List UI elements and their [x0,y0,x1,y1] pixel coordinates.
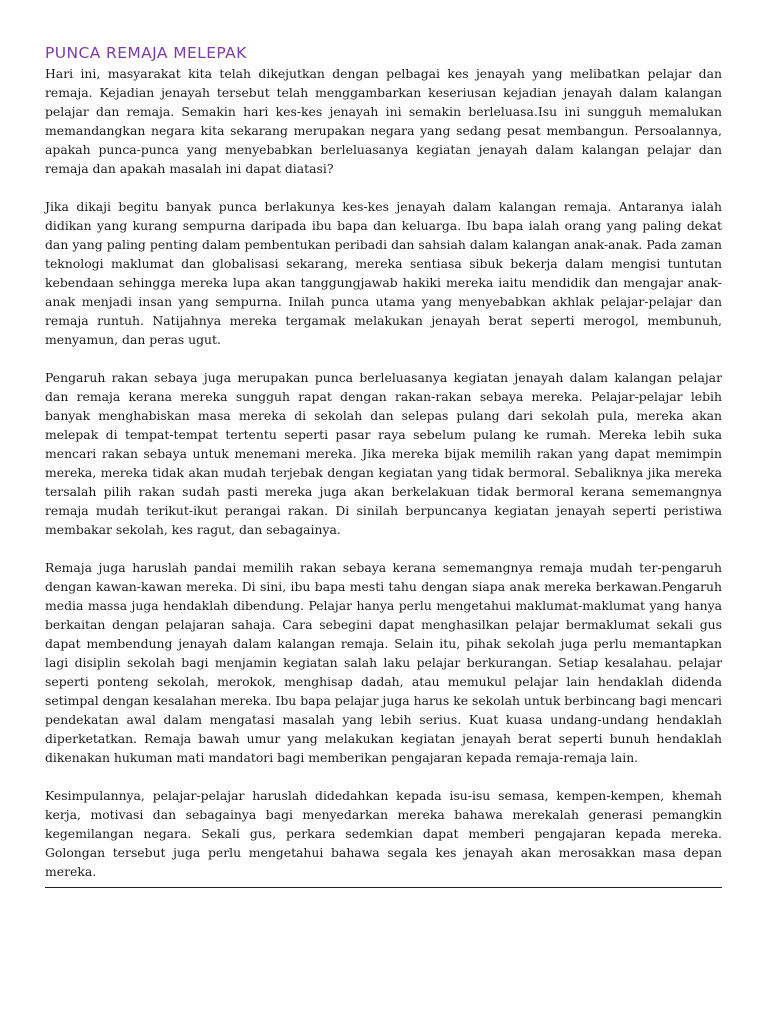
document-page [45,44,722,888]
paragraph-solutions: Remaja juga haruslah pandai memilih rakan sebaya kerana sememangnya remaja mudah ter-pengaruh dengan kawan-kawan mereka. Di sini, ibu bapa mesti tahu dengan siapa anak mereka berkawan.Pengaruh media massa juga hendaklah dibendung. Pelajar hanya perlu mengetahui maklumat-maklumat yang hanya berkaitan dengan pelajaran sahaja. Cara sebegini dapat menghasilkan pelajar bermaklumat sekali gus dapat membendung jenayah dalam kalangan remaja. Selain itu, pihak sekolah juga perlu memantapkan lagi disiplin sekolah bagi menjamin kegiatan salah laku pelajar berkurangan. Setiap kesalahau. pelajar seperti ponteng sekolah, merokok, menghisap dadah, atau memukul pelajar lain hendaklah didenda setimpal dengan kesalahan mereka. Ibu bapa pelajar juga harus ke sekolah untuk berbincang bagi mencari pendekatan awal dalam mengatasi masalah yang lebih serius. Kuat kuasa undang-undang hendaklah diperketatkan. Remaja bawah umur yang melakukan kegiatan jenayah berat seperti bunuh hendaklah dikenakan hukuman mati mandatori bagi memberikan pengajaran kepada remaja-remaja lain. [45,560,722,765]
paragraph-conclusion: Kesimpulannya, pelajar-pelajar haruslah didedahkan kepada isu-isu semasa, kempen-kempen, khemah kerja, motivasi dan sebagainya bagi menyedarkan mereka bahawa merekalah generasi pemangkin kegemilangan negara. Sekali gus, perkara sedemkian dapat memberi pengajaran kepada mereka. Golongan tersebut juga perlu mengetahui bahawa segala kes jenayah akan merosakkan masa depan mereka. [45,788,722,879]
document-title: PUNCA REMAJA MELEPAK [45,44,247,62]
paragraph-introduction: Hari ini, masyarakat kita telah dikejutkan dengan pelbagai kes jenayah yang melibatkan pelajar dan remaja. Kejadian jenayah tersebut telah menggambarkan keseriusan kejadian jenayah dalam kalangan pelajar dan remaja. Semakin hari kes-kes jenayah ini semakin berleluasa.Isu ini sungguh memalukan memandangkan negara kita sekarang merupakan negara yang sedang pesat membangun. Persoalannya, apakah punca-punca yang menyebabkan berleluasanya kegiatan jenayah dalam kalangan pelajar dan remaja dan apakah masalah ini dapat diatasi? [45,66,722,176]
paragraph-family-upbringing: Jika dikaji begitu banyak punca berlakunya kes-kes jenayah dalam kalangan remaja. Antaranya ialah didikan yang kurang sempurna daripada ibu bapa dan keluarga. Ibu bapa ialah orang yang paling dekat dan yang paling penting dalam pembentukan peribadi dan sahsiah dalam kalangan anak-anak. Pada zaman teknologi maklumat dan globalisasi sekarang, mereka sentiasa sibuk bekerja dalam mengisi tuntutan kebendaan sehingga mereka lupa akan tanggungjawab hakiki mereka iaitu mendidik dan mengajar anak-anak menjadi insan yang sempurna. Inilah punca utama yang menyebabkan akhlak pelajar-pelajar dan remaja runtuh. Natijahnya mereka tergamak melakukan jenayah berat seperti merogol, membunuh, menyamun, dan peras ugut. [45,199,722,347]
paragraph-peer-influence: Pengaruh rakan sebaya juga merupakan punca berleluasanya kegiatan jenayah dalam kalangan pelajar dan remaja kerana mereka sungguh rapat dengan rakan-rakan sebaya mereka. Pelajar-pelajar lebih banyak menghabiskan masa mereka di sekolah dan selepas pulang dari sekolah pula, mereka akan melepak di tempat-tempat tertentu seperti pasar raya sebelum pulang ke rumah. Mereka lebih suka mencari rakan sebaya untuk menemani mereka. Jika mereka bijak memilih rakan yang dapat memimpin mereka, mereka tidak akan mudah terjebak dengan kegiatan yang tidak bermoral. Sebaliknya jika mereka tersalah pilih rakan sudah pasti mereka juga akan berkelakuan tidak bermoral kerana sememangnya remaja mudah terikut-ikut perangai rakan. Di sinilah berpuncanya kegiatan jenayah seperti peristiwa membakar sekolah, kes ragut, dan sebagainya. [45,370,722,537]
bottom-divider [45,887,722,888]
